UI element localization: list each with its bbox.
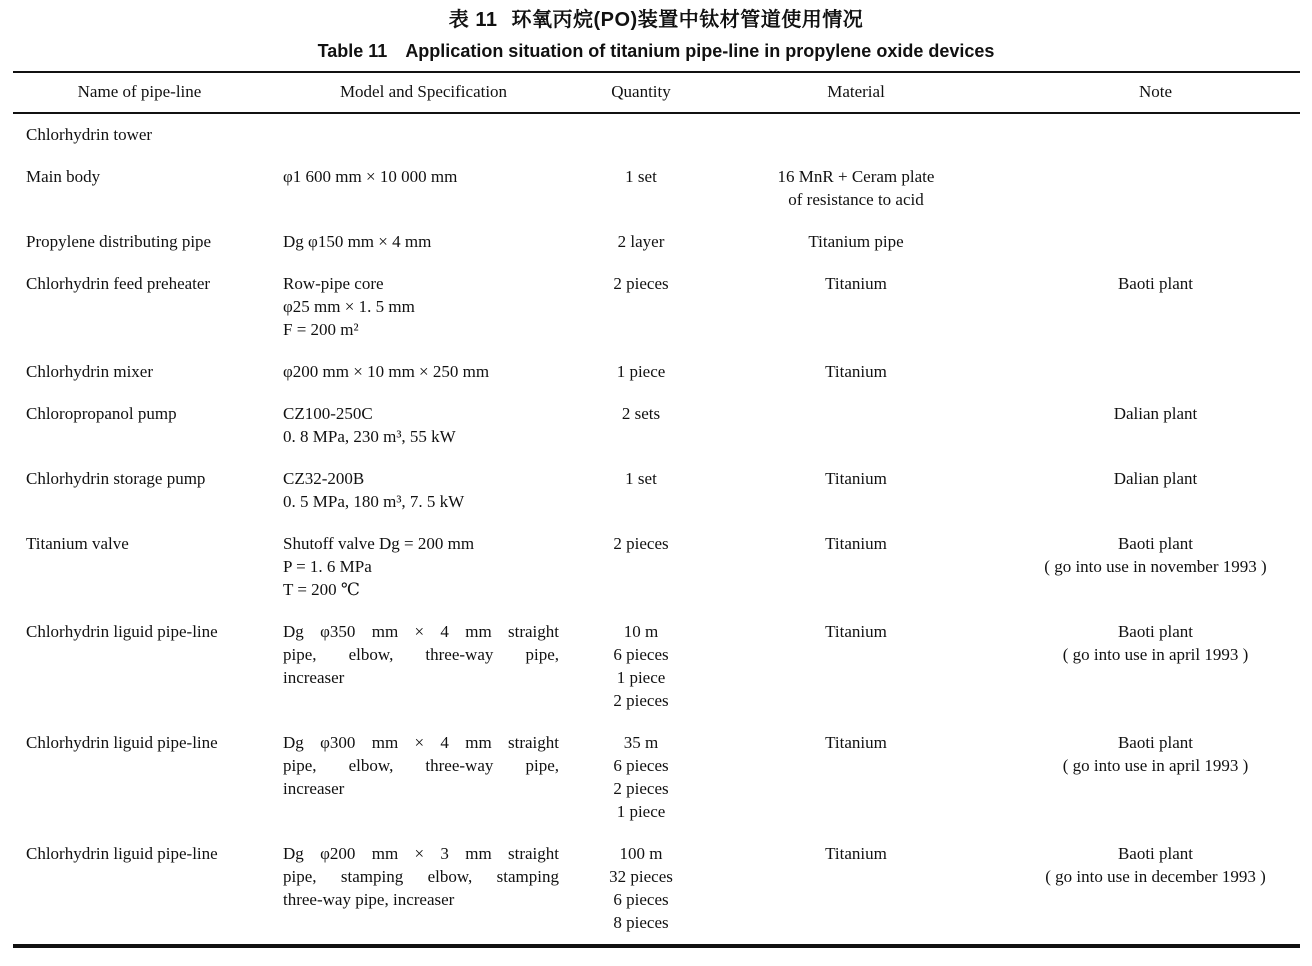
cell-note [1011, 458, 1300, 523]
cell-line: ( go into use in april 1993 ) [1062, 756, 1249, 775]
cell-line: increaser [283, 779, 345, 798]
cell-line: Titanium [825, 534, 887, 553]
cell-line: Titanium [825, 469, 887, 488]
cell-line: increaser [283, 668, 345, 687]
column-header-note: Note [1011, 72, 1300, 113]
cell-note [1011, 156, 1300, 221]
cell-line: CZ100-250C [283, 404, 373, 423]
cell-name [13, 156, 266, 221]
cell-line: Dg φ200 mm × 3 mm straight [283, 844, 559, 863]
cell-line: Titanium [825, 733, 887, 752]
cell-qty [581, 113, 701, 156]
cell-line: 6 pieces [613, 645, 669, 664]
cell-note [1011, 351, 1300, 393]
cell-qty [581, 833, 701, 946]
table-header-row [13, 72, 1300, 113]
cell-line: Dg φ300 mm × 4 mm straight [283, 733, 559, 752]
cell-line: 10 m [623, 622, 659, 641]
cell-name [13, 263, 266, 351]
table-row [13, 221, 1300, 263]
cell-spec [266, 351, 581, 393]
cell-spec [266, 393, 581, 458]
cell-line: 2 sets [621, 404, 661, 423]
cell-line: Baoti plant [1117, 274, 1194, 293]
cell-material [701, 833, 1011, 946]
cell-qty [581, 523, 701, 611]
cell-line: Dalian plant [1113, 469, 1198, 488]
table-header [13, 72, 1300, 113]
cell-line: pipe, elbow, three-way pipe, [283, 645, 559, 664]
table-title-en-text: Application situation of titanium pipe-line in propylene oxide devices [405, 41, 995, 61]
cell-line: Baoti plant [1117, 733, 1194, 752]
table-row [13, 263, 1300, 351]
table-row [13, 833, 1300, 946]
cell-line: F = 200 m² [283, 320, 359, 339]
cell-qty [581, 351, 701, 393]
cell-note [1011, 393, 1300, 458]
cell-spec [266, 263, 581, 351]
cell-line: 1 piece [616, 668, 666, 687]
cell-line: ( go into use in december 1993 ) [1045, 867, 1266, 886]
cell-line: of resistance to acid [788, 190, 924, 209]
cell-line: 0. 5 MPa, 180 m³, 7. 5 kW [283, 492, 465, 511]
cell-line: 0. 8 MPa, 230 m³, 55 kW [283, 427, 456, 446]
cell-spec [266, 113, 581, 156]
cell-line: T = 200 ℃ [283, 580, 360, 599]
table-title-zh [13, 6, 1299, 34]
column-header-qty: Quantity [581, 72, 701, 113]
cell-line: 1 set [625, 469, 657, 488]
cell-line: 1 set [625, 167, 657, 186]
cell-note [1011, 113, 1300, 156]
table-number-zh: 表 11 [448, 9, 498, 31]
cell-line: φ1 600 mm × 10 000 mm [283, 167, 458, 186]
cell-material [701, 263, 1011, 351]
cell-line: Main body [26, 167, 101, 186]
cell-line: Chloropropanol pump [26, 404, 177, 423]
table-row [13, 611, 1300, 722]
cell-line: Baoti plant [1117, 534, 1194, 553]
cell-line: 2 pieces [613, 779, 669, 798]
cell-spec [266, 833, 581, 946]
cell-line: Chlorhydrin liguid pipe-line [26, 622, 218, 641]
cell-name [13, 113, 266, 156]
cell-name [13, 722, 266, 833]
table-row [13, 351, 1300, 393]
cell-spec [266, 156, 581, 221]
cell-name [13, 523, 266, 611]
column-header-spec: Model and Specification [266, 72, 581, 113]
cell-line: Titanium [825, 362, 887, 381]
cell-note [1011, 722, 1300, 833]
cell-line: ( go into use in april 1993 ) [1062, 645, 1249, 664]
column-header-name: Name of pipe-line [13, 72, 266, 113]
cell-line: 2 pieces [613, 274, 669, 293]
cell-line: Shutoff valve Dg = 200 mm [283, 534, 475, 553]
cell-material [701, 113, 1011, 156]
cell-line: Dalian plant [1113, 404, 1198, 423]
cell-material [701, 156, 1011, 221]
cell-material [701, 221, 1011, 263]
cell-line: Dg φ150 mm × 4 mm [283, 232, 432, 251]
cell-name [13, 833, 266, 946]
cell-note [1011, 263, 1300, 351]
cell-line: Chlorhydrin liguid pipe-line [26, 844, 218, 863]
cell-material [701, 722, 1011, 833]
cell-line: 8 pieces [613, 913, 669, 932]
table-row [13, 113, 1300, 156]
cell-material [701, 611, 1011, 722]
cell-name [13, 351, 266, 393]
cell-material [701, 393, 1011, 458]
cell-line: three-way pipe, increaser [283, 890, 455, 909]
cell-spec [266, 523, 581, 611]
cell-spec [266, 221, 581, 263]
cell-qty [581, 221, 701, 263]
cell-name [13, 221, 266, 263]
cell-line: ( go into use in november 1993 ) [1044, 557, 1267, 576]
cell-line: 1 piece [616, 362, 666, 381]
cell-line: 16 MnR + Ceram plate [777, 167, 935, 186]
cell-line: 6 pieces [613, 756, 669, 775]
cell-name [13, 611, 266, 722]
cell-qty [581, 458, 701, 523]
cell-qty [581, 263, 701, 351]
table-title-en [13, 38, 1299, 64]
cell-line: Titanium valve [26, 534, 129, 553]
cell-material [701, 523, 1011, 611]
cell-line: Chlorhydrin tower [26, 125, 153, 144]
cell-note [1011, 221, 1300, 263]
cell-spec [266, 458, 581, 523]
cell-qty [581, 722, 701, 833]
cell-line: 2 pieces [613, 691, 669, 710]
cell-line: Titanium pipe [808, 232, 904, 251]
cell-line: Chlorhydrin feed preheater [26, 274, 211, 293]
cell-qty [581, 611, 701, 722]
data-table [13, 71, 1300, 948]
cell-line: P = 1. 6 MPa [283, 557, 372, 576]
cell-qty [581, 393, 701, 458]
cell-line: 1 piece [616, 802, 666, 821]
cell-line: φ200 mm × 10 mm × 250 mm [283, 362, 490, 381]
cell-line: 32 pieces [609, 867, 673, 886]
table-title-zh-text: 环氧丙烷(PO)装置中钛材管道使用情况 [511, 9, 864, 31]
cell-line: Baoti plant [1117, 844, 1194, 863]
cell-line: Row-pipe core [283, 274, 384, 293]
cell-line: Titanium [825, 844, 887, 863]
cell-line: Baoti plant [1117, 622, 1194, 641]
cell-line: pipe, elbow, three-way pipe, [283, 756, 559, 775]
table-row [13, 393, 1300, 458]
cell-spec [266, 611, 581, 722]
cell-line: Chlorhydrin storage pump [26, 469, 206, 488]
table-row [13, 156, 1300, 221]
cell-line: 35 m [623, 733, 659, 752]
cell-line: φ25 mm × 1. 5 mm [283, 297, 415, 316]
cell-line: 100 m [619, 844, 663, 863]
cell-line: pipe, stamping elbow, stamping [283, 867, 559, 886]
cell-name [13, 393, 266, 458]
cell-line: Propylene distributing pipe [26, 232, 212, 251]
cell-material [701, 458, 1011, 523]
cell-material [701, 351, 1011, 393]
cell-qty [581, 156, 701, 221]
cell-line: Titanium [825, 274, 887, 293]
table-row [13, 523, 1300, 611]
cell-line: Chlorhydrin mixer [26, 362, 154, 381]
cell-line: Titanium [825, 622, 887, 641]
column-header-material: Material [701, 72, 1011, 113]
table-body [13, 113, 1300, 946]
table-row [13, 458, 1300, 523]
cell-name [13, 458, 266, 523]
cell-line: Chlorhydrin liguid pipe-line [26, 733, 218, 752]
cell-line: 2 pieces [613, 534, 669, 553]
table-number-en: Table 11 [317, 41, 388, 61]
cell-note [1011, 611, 1300, 722]
cell-line: 2 layer [617, 232, 665, 251]
cell-note [1011, 523, 1300, 611]
cell-line: 6 pieces [613, 890, 669, 909]
cell-note [1011, 833, 1300, 946]
cell-line: Dg φ350 mm × 4 mm straight [283, 622, 559, 641]
cell-line: CZ32-200B [283, 469, 365, 488]
table-row [13, 722, 1300, 833]
cell-spec [266, 722, 581, 833]
